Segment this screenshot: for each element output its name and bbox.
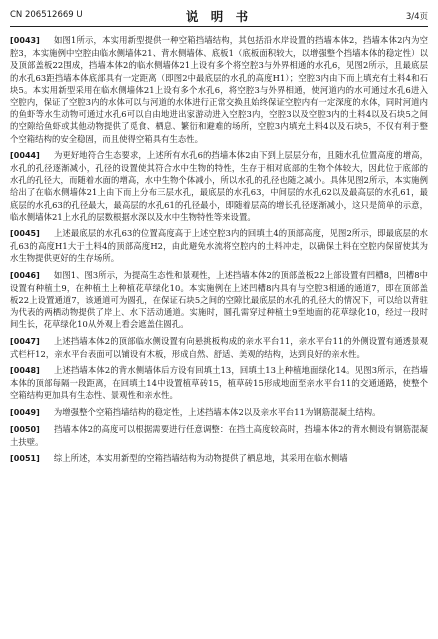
page-header <box>10 6 428 27</box>
paragraph-number: [0043] <box>10 36 40 45</box>
paragraph-number: [0045] <box>10 229 40 239</box>
paragraph-text: 如图1、图3所示，为提高生态性和景观性，上述挡墙本体2的顶部盖板22上部设置有凹槽8，凹槽8中设置有种植土9，在种植土上种植花草绿化10。本实施例在上述凹槽8内具有与空腔3相通的通道7，即在顶部盖板22上设置通道7，该通道可为圆孔，在保证石块5之间的空隙比最底层的水孔的孔径大的情况下，可以给以背驻为代表的两栖动物提供了岸上、水下活动通道。实施时，圆孔需穿过种植土9至地面的花草绿化10，经过一段时间生长，花草绿化10从外观上看会遮盖住圆孔。 <box>10 269 428 330</box>
paragraph-0046 <box>10 269 428 331</box>
paragraph-0045 <box>10 227 428 265</box>
paragraph-text: 综上所述，本实用新型的空箱挡墙结构为动物提供了栖息地，其采用在临水侧墙 <box>53 453 348 464</box>
paragraph-text: 上述挡墙本体2的顶部临水侧设置有向悬挑板构成的亲水平台11，亲水平台11的外侧设置有通透景观式栏杆12，亲水平台表面可以铺设有木板，形成自然、舒适、美观的结构，达到良好的亲水性。 <box>10 335 428 359</box>
paragraph-0049 <box>10 406 428 419</box>
paragraph-number: [0044] <box>10 150 40 160</box>
paragraph-0051 <box>10 452 428 465</box>
paragraph-text: 为增强整个空箱挡墙结构的稳定性，上述挡墙本体2以及亲水平台11为钢筋混凝土结构。 <box>53 406 381 417</box>
paragraph-0048 <box>10 364 428 402</box>
paragraph-number: [0046] <box>10 270 40 280</box>
document-title: 说 明 书 <box>185 9 253 24</box>
paragraph-number: [0047] <box>10 336 40 346</box>
paragraph-0044 <box>10 149 428 223</box>
paragraph-0047 <box>10 335 428 360</box>
patent-number: CN 206512669 U <box>10 10 83 20</box>
paragraph-text: 上述最底层的水孔63的位置高度高于上述空腔3内的回填土4的顶部高度，见图2所示，即最底层的水孔63的高度H1大于土料4的顶部高度H2，由此避免水流将空腔内的土料冲走，以确保土料在空腔内保留使其为水生物提供更好的生存场所。 <box>10 228 428 264</box>
paragraph-number: [0050] <box>10 424 40 434</box>
description-body <box>10 34 428 637</box>
paragraph-text: 挡墙本体2的高度可以根据需要进行任意调整：在挡土高度较高时，挡墙本体2的背水侧设有钢筋混凝土扶壁。 <box>10 423 428 448</box>
paragraph-text: 为更好地符合生态要求，上述所有水孔6的挡墙本体2由下到上层层分布，且随水孔位置高度的增高，水孔的孔径逐渐减小，孔径的设置使其符合水中生物的特性，生存于相对底部的生物个体较大，因此位于底部的水孔的孔径大，而随着水面的增高，水中生物个体减小，所以水孔的孔径也随之减小。具体见图2所示，本实施例给出了在临水侧墙体21上由下而上分布三层水孔，最底层的水孔63，中间层的水孔62以及最高层的水孔61，最底层的水孔63的孔径最大，最高层的水孔61的孔径最小，即随着层高的增长孔径逐渐减小，这只是简单的示意，临水侧墙体21上水孔的层数根据水深以及水中生物特性等来设置。 <box>10 149 428 222</box>
paragraph-number: [0048] <box>10 366 40 376</box>
paragraph-number: [0051] <box>10 454 40 464</box>
paragraph-number: [0049] <box>10 407 40 417</box>
paragraph-text: 如图1所示，本实用新型提供一种空箱挡墙结构，其包括沿水岸设置的挡墙本体2，挡墙本体2内为空腔3，本实施例中空腔由临水侧墙体21、背水侧墙体、底板1（底板面积较大，以增强整个挡墙本体的稳定性）以及顶部盖板22围成，挡墙本体2的临水侧墙体21上设有多个将空腔3与外界相通的水孔6，见图2所示，且最底层的水孔63距挡墙本体底部具有一定距离（即图2中最底层的水孔的高度H1）；空腔3内由下而上填充有土料4和石块5。本实用新型采用在临水侧墙体21上设有多个水孔6，将空腔3与外界相通，使河道内的水可通过水孔6进入空腔内，保证了空腔3内的水体可以与河道的水体进行正常交换且始终保证空腔内有一定深度的水体，同时河道内的鱼虾等水生动物可通过水孔6可以自由地进出家游动进入空腔3内，空腔3以及空腔3内的土料4以及石块5之间的空隙给鱼虾或其他动物提供了觅食、栖息、繁衍和避难的场所，空腔3内填充土料4以及石块5，不仅有利于整个空箱结构的安全稳固，而且使得空箱具有生态性。 <box>10 35 428 144</box>
paragraph-0043 <box>10 34 428 145</box>
paragraph-0050 <box>10 423 428 448</box>
paragraph-text: 上述挡墙本体2的背水侧墙体后方设有回填土13，回填土13上种植地面绿化14。见图3所示，在挡墙本体的顶部每隔一段距离，在回填土14中设置植草砖15，植草砖15形成地面至亲水平台11的交通通路，使整个空箱结构更加具有生态性、景观性和亲水性。 <box>10 365 428 401</box>
page-number: 3/4页 <box>405 12 428 22</box>
